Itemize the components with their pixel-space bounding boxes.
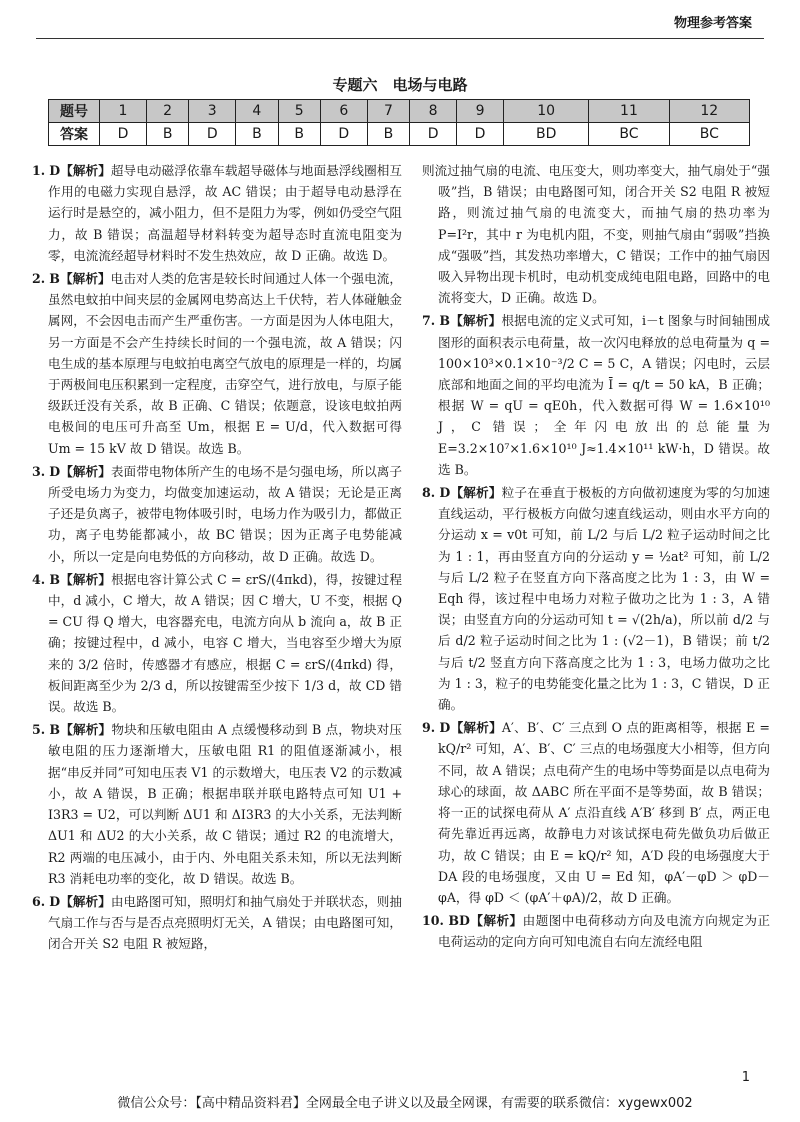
page-title: 专题六 电场与电路 <box>332 76 468 94</box>
question-num: 7. <box>422 313 436 329</box>
answer-cell: D <box>100 123 147 146</box>
solution-item <box>32 569 402 717</box>
question-num: 4. <box>32 571 46 587</box>
solution-item <box>422 910 770 952</box>
page-number: 1 <box>741 1070 750 1085</box>
question-number: 6 <box>320 100 367 123</box>
answer-cell: B <box>367 123 409 146</box>
analysis-text: A′、B′、C′ 三点到 O 点的距离相等，根据 E = kQ/r² 可知，A′、B′、C′ 三点的电场强度大小相等，但方向不同，故 A 错误；点电荷产生的电场中等势面是以点电荷为球心的球面，故 ΔABC 所在平面不是等势面，故 B 错误；将一正的试探电荷从 A′ 点沿直线 A′B′ 移到 B′ 点，两正电荷先靠近再远离，故静电力对该试探电荷先做负功后做正功，故 C 错误；由 E = kQ/r² 知，A′D 段的电场强度大于 DA 段的电场强度，又由 U = Ed 知，φA′－φD ＞ φD－φA，得 φD ＜ (φA′＋φA)/2，故 D 正确。 <box>438 720 770 905</box>
question-num: 3. <box>32 463 46 479</box>
question-number: 5 <box>278 100 320 123</box>
analysis-tag: 【解析】 <box>59 271 111 287</box>
solution-item <box>32 268 402 459</box>
answer-cell: BC <box>669 123 749 146</box>
row-label-answer: 答案 <box>49 123 100 146</box>
solution-item <box>422 717 770 908</box>
question-number: 3 <box>189 100 236 123</box>
analysis-text: 由题图中电荷移动方向及电流方向规定为正电荷运动的定向方向可知电流自右向左流经电阻 <box>438 913 771 950</box>
analysis-text: 粒子在垂直于极板的方向做初速度为零的匀加速直线运动，平行极板方向做匀速直线运动，则由水平方向的分运动 x = v0t 可知，前 L/2 与后 L/2 粒子运动时间之比为 1 : 1，再由竖直方向的分运动 y = ½at² 可知，前 L/2 与后 L/2 粒子在竖直方向下落高度之比为 1 : 3，由 W = Eqh 得，该过程中电场力对粒子做功之比为 1 : 3，A 错误；由竖直方向的分运动可知 t = √(2h/a)，所以前 d/2 与后 d/2 粒子运动时间之比为 1 : (√2－1)，B 错误；前 t/2 与后 t/2 竖直方向下落高度之比为 1 : 3，电场力做功之比为 1 : 3，粒子的电势能变化量之比为 1 : 3，C 错误，D 正确。 <box>438 485 771 713</box>
right-column <box>422 160 770 955</box>
question-number: 10 <box>504 100 589 123</box>
analysis-text: 物块和压敏电阻由 A 点缓慢移动到 B 点，物块对压敏电阻的压力逐渐增大，压敏电阻 R1 的阻值逐渐减小，根据“串反并同”可知电压表 V1 的示数增大，电压表 V2 的示数减小，故 A 错误，B 正确；根据串联并联电路特点可知 U1 + I3R3 = U2，可以判断 ΔU1 和 ΔI3R3 的大小关系，无法判断 ΔU1 和 ΔU2 的大小关系，故 C 错误；通过 R2 的电流增大，R2 两端的电压减小，由于内、外电阻关系未知，所以无法判断 R3 消耗电功率的变化，故 D 错误。故选 B。 <box>48 722 402 886</box>
footer-note: 微信公众号：【高中精品资料君】全网最全电子讲义以及最全网课，有需要的联系微信：xygewx002 <box>117 1096 693 1111</box>
header-title: 物理参考答案 <box>673 16 752 31</box>
question-num: 2. <box>32 271 46 287</box>
answer-cell: BC <box>589 123 669 146</box>
question-number: 1 <box>100 100 147 123</box>
answer-letter: D <box>439 485 451 501</box>
answer-table-answer-row <box>49 123 750 146</box>
question-num: 9. <box>422 720 436 736</box>
question-num: 5. <box>32 722 46 738</box>
analysis-tag: 【解析】 <box>59 571 112 587</box>
solution-item <box>32 461 402 567</box>
analysis-text: 超导电动磁浮依靠车载超导磁体与地面悬浮线圈相互作用的电磁力实现自悬浮，故 AC 错误；由于超导电动悬浮在运行时是悬空的，减小阻力，但不是阻力为零，例如仍受空气阻力，故 B 错误；高温超导材料转变为超导态时直流电阻变为零，电流流经超导材料时不发生热效应，故 D 正确。故选 D。 <box>48 163 403 263</box>
solution-item-continued <box>422 160 770 308</box>
question-number: 8 <box>410 100 457 123</box>
answer-cell: D <box>189 123 236 146</box>
solution-item <box>422 482 770 715</box>
analysis-tag: 【解析】 <box>450 720 502 736</box>
question-number: 7 <box>367 100 409 123</box>
answer-letter: B <box>439 313 451 329</box>
answer-letter: D <box>49 463 61 479</box>
analysis-tag: 【解析】 <box>469 913 523 929</box>
question-num: 10. <box>422 913 444 929</box>
solution-item <box>32 891 402 955</box>
answer-letter: BD <box>448 913 470 929</box>
analysis-text: 由电路图可知，照明灯和抽气扇处于并联状态，则抽气扇工作与否与是否点亮照明灯无关，A 错误；由电路图可知，闭合开关 S2 电阻 R 被短路， <box>48 893 403 952</box>
analysis-text: 电击对人类的危害是较长时间通过人体一个强电流，虽然电蚊拍中间夹层的金属网电势高达上千伏特，若人体碰触金属网，不会因电击而产生严重伤害。一方面是因为人体电阻大，另一方面是不会产生持续长时间的一个强电流，故 A 错误；闪电生成的基本原理与电蚊拍电离空气放电的原理是一样的，均属于两极间电压积累到一定程度，击穿空气，进行放电，与原子能级跃迁没有关系，故 B 正确、C 错误；依题意，设该电蚊拍两电极间的电压可升高至 Um，根据 E = U/d，代入数据可得 Um = 15 kV 故 D 错误。故选 B。 <box>48 271 403 456</box>
left-column <box>32 160 402 957</box>
answer-cell: D <box>457 123 504 146</box>
analysis-tag: 【解析】 <box>60 163 111 178</box>
question-num: 6. <box>32 893 46 909</box>
answer-letter: B <box>49 271 60 287</box>
question-number: 2 <box>146 100 188 123</box>
answer-table-header-row <box>49 100 750 123</box>
answer-letter: D <box>49 163 61 178</box>
analysis-text: 根据电容计算公式 C = εrS/(4πkd)，得，按键过程中，d 减小，C 增大，故 A 错误；因 C 增大，U 不变，根据 Q = CU 得 Q 增大，电容器充电，电流方向从 b 流向 a，故 B 正确；按键过程中，d 减小，电容 C 增大，当电容至少增大为原来的 3/2 倍时，传感器才有感应，根据 C = εrS/(4πkd) 得，板间距离至少为 2/3 d，所以按键需至少按下 1/3 d，故 CD 错误。故选 B。 <box>48 571 403 715</box>
answer-table <box>48 99 750 146</box>
answer-cell: B <box>278 123 320 146</box>
row-label-number: 题号 <box>49 100 100 123</box>
answer-letter: D <box>49 893 61 909</box>
answer-cell: BD <box>504 123 589 146</box>
question-number: 4 <box>236 100 278 123</box>
question-number: 12 <box>669 100 749 123</box>
answer-cell: D <box>320 123 367 146</box>
answer-letter: B <box>49 722 61 738</box>
question-number: 9 <box>457 100 504 123</box>
analysis-tag: 【解析】 <box>450 313 502 329</box>
analysis-tag: 【解析】 <box>60 722 112 738</box>
analysis-tag: 【解析】 <box>60 893 111 909</box>
analysis-tag: 【解析】 <box>60 463 111 479</box>
question-number: 11 <box>589 100 669 123</box>
question-num: 1. <box>32 163 46 178</box>
question-num: 8. <box>422 485 436 501</box>
header-divider <box>36 38 764 39</box>
answer-cell: D <box>410 123 457 146</box>
solution-item <box>32 160 402 266</box>
analysis-text: 根据电流的定义式可知，i－t 图象与时间轴围成图形的面积表示电荷量，故一次闪电释放的总电荷量为 q = 100×10³×0.1×10⁻³/2 C = 5 C，A 错误；闪电时，云层底部和地面之间的平均电流为 Ī = q/t = 50 kA，B 正确；根据 W = qU = qE0h，代入数据可得 W = 1.6×10¹⁰ J，C 错误；全年闪电放出的总能量为 E=3.2×10⁷×1.6×10¹⁰ J≈1.4×10¹¹ kW·h，D 错误。故选 B。 <box>438 313 770 477</box>
solution-item <box>422 310 770 480</box>
analysis-text: 表面带电物体所产生的电场不是匀强电场，所以离子所受电场力为变力，均做变加速运动，故 A 错误；无论是正离子还是负离子，被带电物体吸引时，电场力作为吸引力，都做正功，离子电势能都减小，故 BC 错误；因为正离子电势能减小，所以一定是向电势低的方向移动，故 D 正确。故选 D。 <box>48 463 403 564</box>
answer-cell: B <box>236 123 278 146</box>
analysis-text: 则流过抽气扇的电流、电压变大，则功率变大，抽气扇处于“强吸”挡，B 错误；由电路图可知，闭合开关 S2 电阻 R 被短路，则流过抽气扇的电流变大，而抽气扇的热功率为 P=I²r，其中 r 为电机内阻，不变，则抽气扇由“弱吸”挡换成“强吸”挡，其发热功率增大，C 错误；工作中的抽气扇因吸入异物出现卡机时，电动机变成纯电阻电路，回路中的电流将变大，D 正确。故选 D。 <box>422 163 770 306</box>
solution-item <box>32 719 402 889</box>
answer-cell: B <box>146 123 188 146</box>
answer-letter: D <box>439 720 451 736</box>
answer-letter: B <box>49 571 60 587</box>
analysis-tag: 【解析】 <box>450 485 502 501</box>
